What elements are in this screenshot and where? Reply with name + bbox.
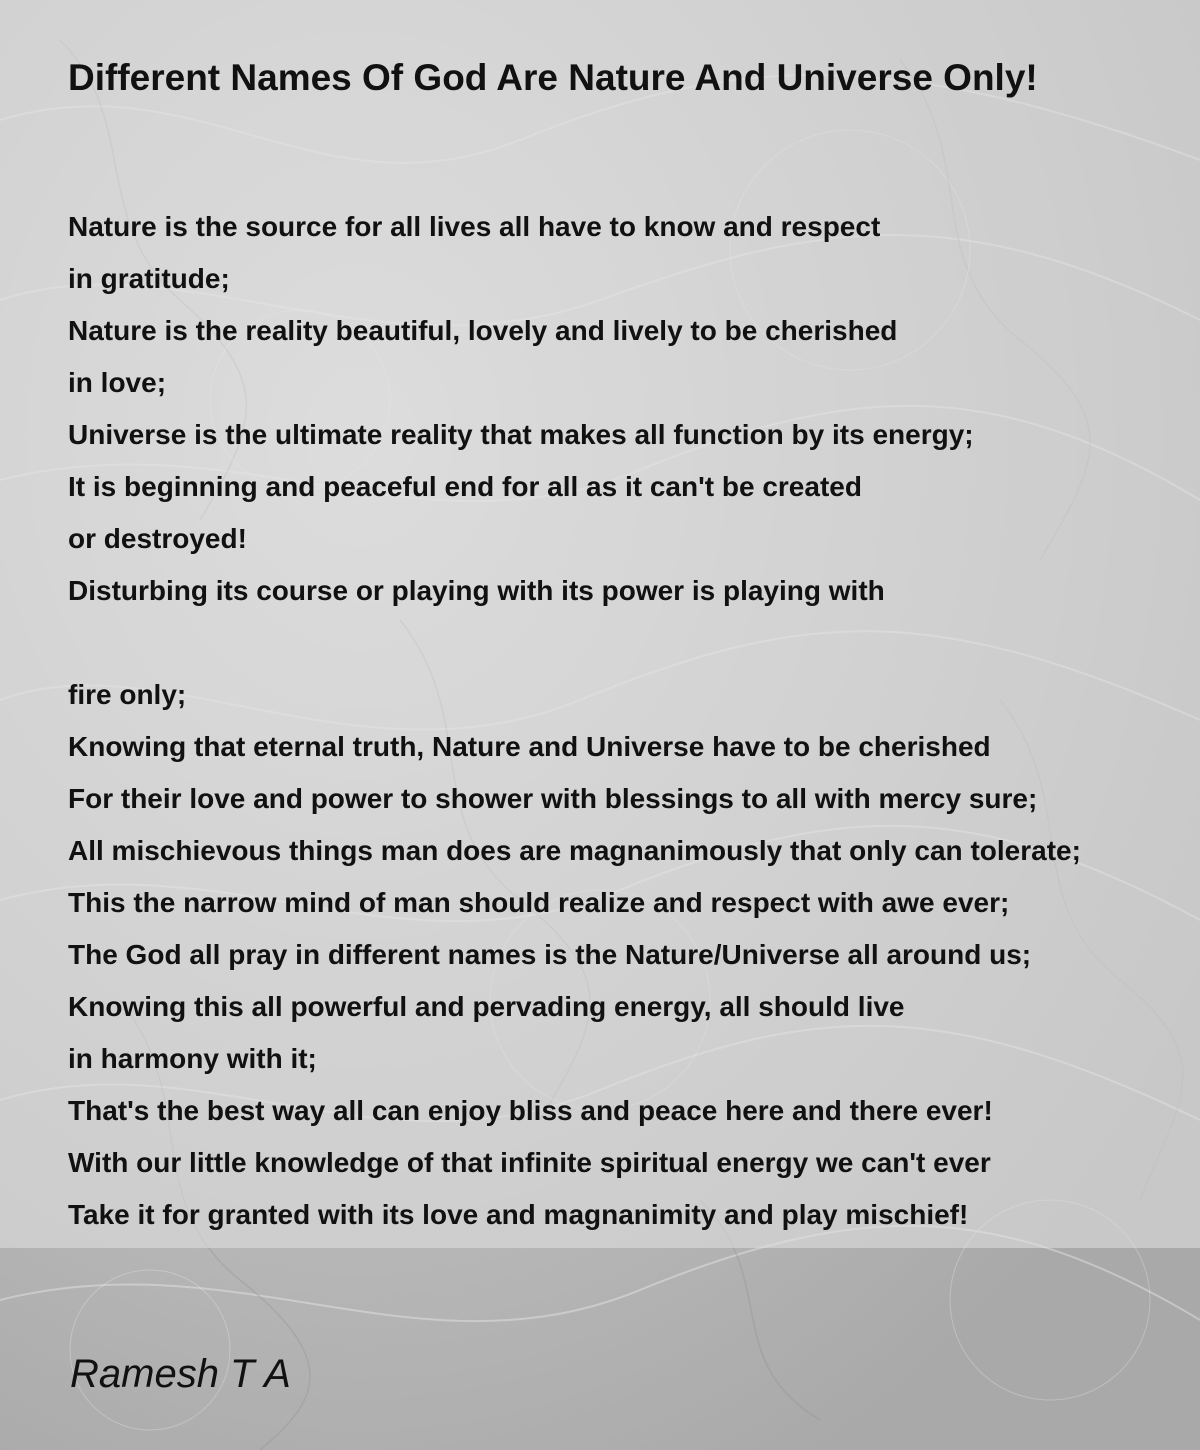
- poem-line: Knowing this all powerful and pervading energy, all should live: [68, 991, 905, 1022]
- poem-line: Take it for granted with its love and magnanimity and play mischief!: [68, 1199, 969, 1230]
- poem-line: That's the best way all can enjoy bliss and peace here and there ever!: [68, 1095, 993, 1126]
- poem-line: Nature is the reality beautiful, lovely and lively to be cherished: [68, 315, 898, 346]
- poem-line: in harmony with it;: [68, 1043, 317, 1074]
- poem-line: For their love and power to shower with blessings to all with mercy sure;: [68, 783, 1038, 814]
- poem-line: in gratitude;: [68, 263, 230, 294]
- poem-title: Different Names Of God Are Nature And Universe Only!: [68, 57, 1038, 98]
- poem-line: in love;: [68, 367, 167, 398]
- poem-line: fire only;: [68, 679, 187, 710]
- poem-line: Nature is the source for all lives all have to know and respect: [68, 211, 881, 242]
- poem-line: With our little knowledge of that infinite spiritual energy we can't ever: [68, 1147, 991, 1178]
- poem-line: Universe is the ultimate reality that makes all function by its energy;: [68, 419, 974, 450]
- poem-line: It is beginning and peaceful end for all as it can't be created: [68, 471, 862, 502]
- poem-line: This the narrow mind of man should realize and respect with awe ever;: [68, 887, 1010, 918]
- poem-author: Ramesh T A: [70, 1352, 291, 1396]
- poem-line: All mischievous things man does are magnanimously that only can tolerate;: [68, 835, 1081, 866]
- poem-line: The God all pray in different names is the Nature/Universe all around us;: [68, 939, 1032, 970]
- poem-line: Knowing that eternal truth, Nature and Universe have to be cherished: [68, 731, 991, 762]
- poem-line: or destroyed!: [68, 523, 247, 554]
- poem-line: Disturbing its course or playing with its power is playing with: [68, 575, 885, 606]
